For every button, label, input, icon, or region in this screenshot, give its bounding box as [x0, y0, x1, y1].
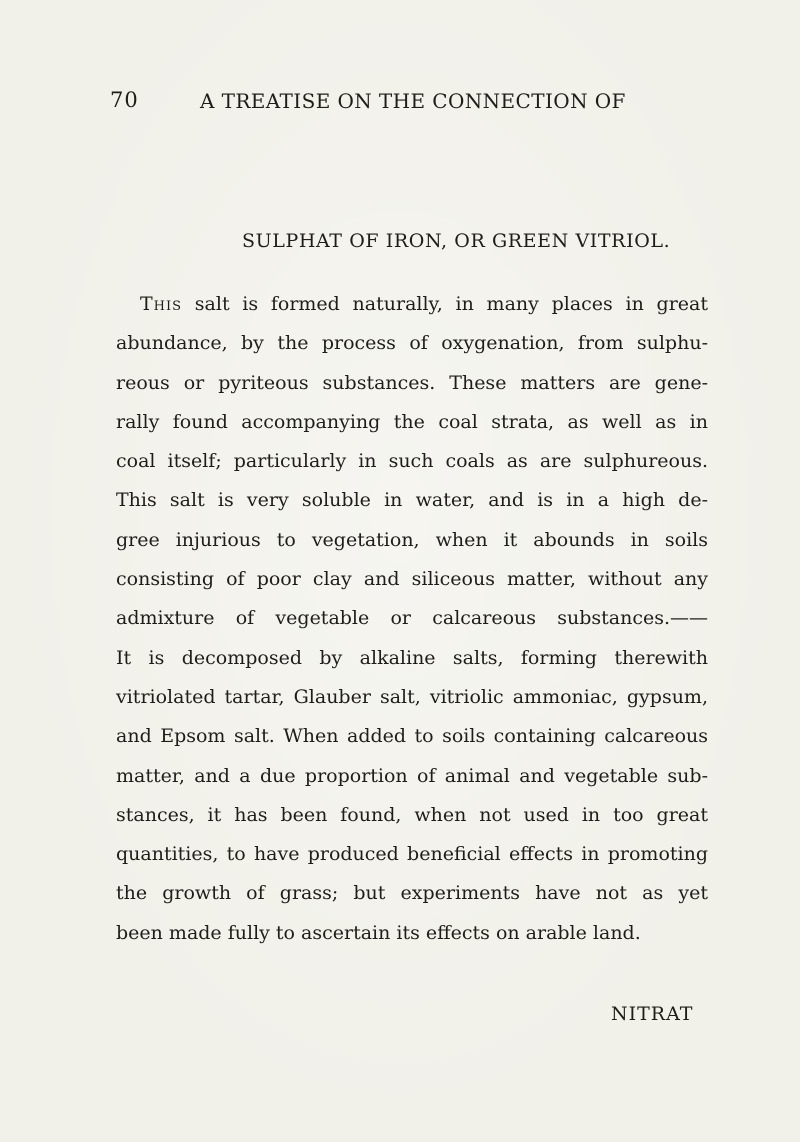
running-head-title: A TREATISE ON THE CONNECTION OF: [200, 89, 626, 113]
text-line: It is decomposed by alkaline salts, forming therewith: [116, 646, 708, 669]
text-line: rally found accompanying the coal strata, as well as in: [116, 410, 708, 433]
text-line: [116, 285, 708, 324]
text-line: and Epsom salt. When added to soils containing calcareous: [116, 725, 708, 748]
text-line: admixture of vegetable or calcareous substances.——: [116, 607, 708, 630]
text-line: This salt is very soluble in water, and is in a high de-: [116, 489, 708, 512]
running-head: [0, 88, 800, 118]
text-line: quantities, to have produced beneficial effects in promoting: [116, 843, 708, 866]
text-line: abundance, by the process of oxygenation, from sulphu-: [116, 332, 708, 355]
text-line: stances, it has been found, when not used in too great: [116, 803, 708, 826]
catchword: NITRAT: [611, 1003, 694, 1025]
section-title: SULPHAT OF IRON, OR GREEN VITRIOL.: [242, 230, 671, 252]
line-text: salt is formed naturally, in many places in great: [182, 293, 708, 315]
body-paragraph: [116, 285, 708, 953]
text-line: coal itself; particularly in such coals as are sulphureous.: [116, 450, 708, 473]
text-line: been made fully to ascertain its effects on arable land.: [116, 921, 641, 944]
text-line: gree injurious to vegetation, when it abounds in soils: [116, 528, 708, 551]
first-word: This: [140, 293, 183, 315]
text-line: consisting of poor clay and siliceous matter, without any: [116, 568, 708, 591]
text-line: matter, and a due proportion of animal and vegetable sub-: [116, 764, 708, 787]
text-line: reous or pyriteous substances. These matters are gene-: [116, 371, 708, 394]
page-number: 70: [110, 88, 139, 112]
text-line: the growth of grass; but experiments have not as yet: [116, 882, 708, 905]
text-line: vitriolated tartar, Glauber salt, vitriolic ammoniac, gypsum,: [116, 685, 708, 708]
